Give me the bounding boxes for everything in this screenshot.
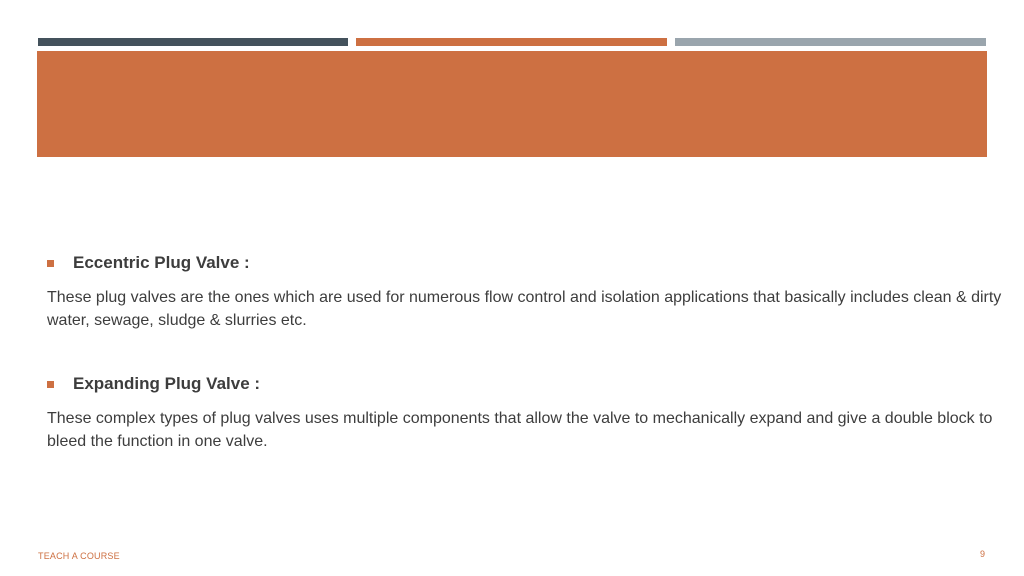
section-heading: Expanding Plug Valve : bbox=[73, 374, 261, 393]
section-body-text: These plug valves are the ones which are used for numerous flow control and isolation applications that basically includes clean & dirty water, sewage, sludge & slurries etc. bbox=[47, 289, 1002, 329]
bullet-square-icon bbox=[47, 260, 54, 267]
section-heading: Eccentric Plug Valve : bbox=[73, 253, 250, 272]
top-accent-bar-gray bbox=[675, 38, 986, 46]
bullet-square-icon bbox=[47, 381, 54, 388]
section-eccentric-plug-valve bbox=[47, 250, 1012, 332]
section-expanding-plug-valve bbox=[47, 371, 1012, 453]
footer-course-label: TEACH A COURSE bbox=[38, 551, 120, 561]
top-accent-bar-dark bbox=[38, 38, 348, 46]
section-body-text: These complex types of plug valves uses multiple components that allow the valve to mechanically expand and give a double block to bleed the function in one valve. bbox=[47, 410, 993, 450]
slide-content bbox=[47, 250, 1012, 453]
title-band bbox=[37, 51, 987, 157]
top-accent-bar-orange bbox=[356, 38, 667, 46]
page-number: 9 bbox=[980, 549, 986, 559]
